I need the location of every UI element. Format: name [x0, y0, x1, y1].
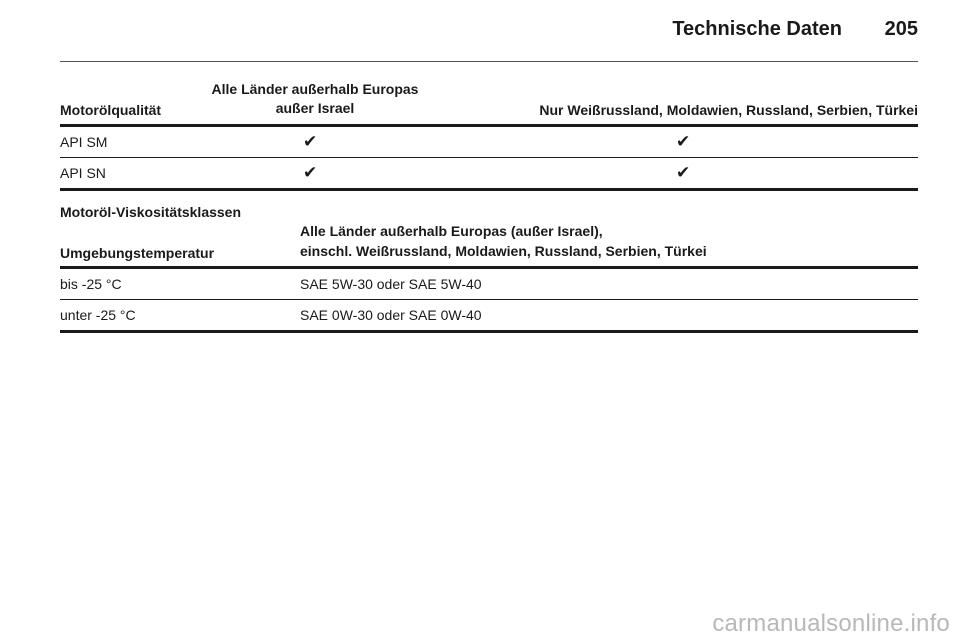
row-oil-name: API SN [60, 165, 106, 181]
header-outside-europe-line1: Alle Länder außerhalb Europas [211, 81, 419, 97]
checkmark-icon: ✔ [303, 163, 318, 182]
page-number: 205 [884, 18, 918, 40]
table-row [60, 300, 918, 333]
page-header [60, 18, 918, 58]
oil-quality-table-header [60, 78, 918, 127]
table-row [60, 269, 918, 300]
header-countries-line2: einschl. Weißrussland, Moldawien, Russland, Serbien, Türkei [300, 243, 707, 259]
watermark: carmanualsonline.info [712, 610, 950, 637]
row-sae-class: SAE 5W-30 oder SAE 5W-40 [300, 276, 482, 292]
row-oil-name: API SM [60, 134, 108, 150]
viscosity-table-header [60, 222, 918, 269]
checkmark-icon: ✔ [676, 132, 691, 151]
page-section-title: Technische Daten [672, 18, 842, 40]
header-oil-quality: Motorölqualität [60, 102, 162, 118]
header-outside-europe-line2: außer Israel [275, 100, 355, 116]
row-temperature: bis -25 °C [60, 276, 122, 292]
table-row [60, 127, 918, 158]
header-only-countries: Nur Weißrussland, Moldawien, Russland, Serbien, Türkei [539, 102, 918, 118]
header-countries-line1: Alle Länder außerhalb Europas (außer Israel), [300, 223, 603, 239]
row-temperature: unter -25 °C [60, 307, 136, 323]
checkmark-icon: ✔ [303, 132, 318, 151]
header-countries [300, 221, 707, 261]
oil-quality-table [60, 78, 918, 191]
checkmark-icon: ✔ [676, 163, 691, 182]
viscosity-table [60, 222, 918, 333]
row-sae-class: SAE 0W-30 oder SAE 0W-40 [300, 307, 482, 323]
header-outside-europe [190, 80, 440, 118]
header-rule [60, 61, 918, 62]
table-row [60, 158, 918, 191]
viscosity-section-title: Motoröl-Viskositätsklassen [60, 204, 242, 220]
header-ambient-temperature: Umgebungstemperatur [60, 245, 215, 261]
